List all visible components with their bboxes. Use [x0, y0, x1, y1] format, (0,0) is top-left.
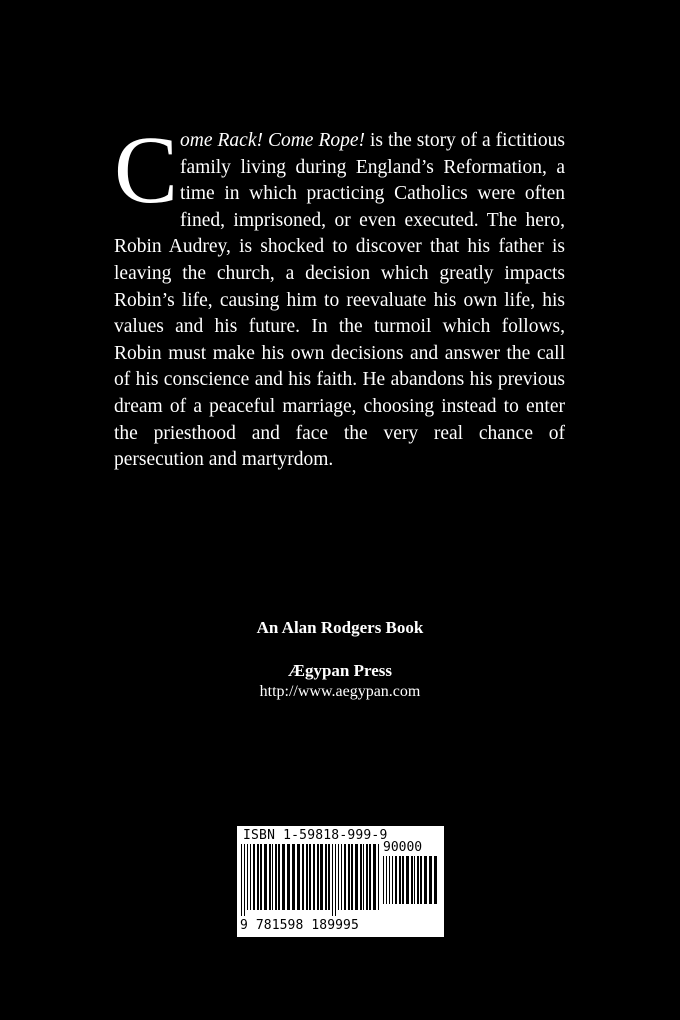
barcode-bar	[392, 856, 393, 904]
barcode-bar	[355, 844, 358, 910]
barcode-bar	[292, 844, 295, 910]
barcode-bar	[241, 844, 242, 916]
barcode-bar	[348, 844, 350, 910]
barcode-bar	[278, 844, 280, 910]
barcode-bar	[257, 844, 259, 910]
publisher-name: Ægypan Press	[287, 661, 393, 680]
barcode-bar	[344, 844, 346, 910]
barcode-bar	[424, 856, 427, 904]
barcode-bar	[366, 844, 368, 910]
isbn-label: ISBN 1-59818-999-9	[243, 828, 388, 843]
barcode-bar	[302, 844, 304, 910]
barcode-bar	[328, 844, 330, 910]
barcode-bar	[313, 844, 315, 910]
ean-digits: 9 781598 189995	[240, 918, 359, 933]
barcode-bar	[253, 844, 255, 910]
barcode-bar	[325, 844, 327, 910]
isbn-barcode	[237, 826, 444, 937]
barcode-bar	[332, 844, 333, 916]
barcode-bar	[373, 844, 376, 910]
barcode-bar	[306, 844, 308, 910]
barcode-bar	[269, 844, 271, 910]
back-cover-blurb	[114, 116, 565, 474]
barcode-bar	[338, 844, 339, 910]
blurb-paragraph	[114, 116, 565, 474]
series-line: An Alan Rodgers Book	[256, 618, 424, 637]
barcode-bar	[264, 844, 267, 910]
barcode-bar	[429, 856, 432, 904]
addon-barcode-bars	[383, 856, 439, 932]
barcode-bar	[417, 856, 419, 904]
barcode-bar	[275, 844, 277, 910]
book-title-italic: ome Rack! Come Rope!	[180, 130, 366, 151]
publisher-url: http://www.aegypan.com	[259, 683, 421, 700]
barcode-bar	[247, 844, 248, 910]
barcode-bar	[351, 844, 353, 910]
barcode-bar	[420, 856, 422, 904]
ean-barcode-bars	[241, 844, 379, 918]
barcode-bar	[360, 844, 362, 910]
barcode-bar	[411, 856, 413, 904]
barcode-bar	[399, 856, 401, 904]
drop-cap-letter: C	[114, 116, 179, 223]
barcode-bar	[282, 844, 285, 910]
price-code: 90000	[383, 840, 423, 855]
barcode-bar	[260, 844, 262, 910]
barcode-bar	[386, 856, 387, 904]
barcode-bar	[414, 856, 415, 904]
barcode-bar	[406, 856, 409, 904]
barcode-bar	[383, 856, 384, 904]
barcode-bar	[272, 844, 273, 910]
barcode-bar	[250, 844, 251, 910]
barcode-bar	[320, 844, 323, 910]
barcode-bar	[297, 844, 300, 910]
barcode-bar	[389, 856, 390, 904]
barcode-bar	[287, 844, 290, 910]
barcode-bar	[309, 844, 311, 910]
barcode-bar	[378, 844, 379, 910]
barcode-bar	[369, 844, 371, 910]
barcode-bar	[341, 844, 342, 910]
barcode-bar	[395, 856, 397, 904]
barcode-bar	[402, 856, 404, 904]
barcode-bar	[363, 844, 364, 910]
barcode-bar	[317, 844, 319, 910]
barcode-bar	[434, 856, 437, 904]
blurb-text: is the story of a fictitious family living during England’s Reformation, a time in which practicing Catholics were often fined, imprisoned, or even executed. The hero, Robin Audrey, is shocked to discover that his father is leaving the church, a decision which greatly impacts Robin’s life, causing him to reevaluate his own life, his values and his future. In the turmoil which follows, Robin must make his own decisions and answer the call of his conscience and his faith. He abandons his previous dream of a peaceful marriage, choosing instead to enter the priesthood and face the very real chance of persecution and martyrdom.	[114, 130, 565, 471]
barcode-bar	[244, 844, 245, 916]
barcode-bar	[335, 844, 336, 916]
